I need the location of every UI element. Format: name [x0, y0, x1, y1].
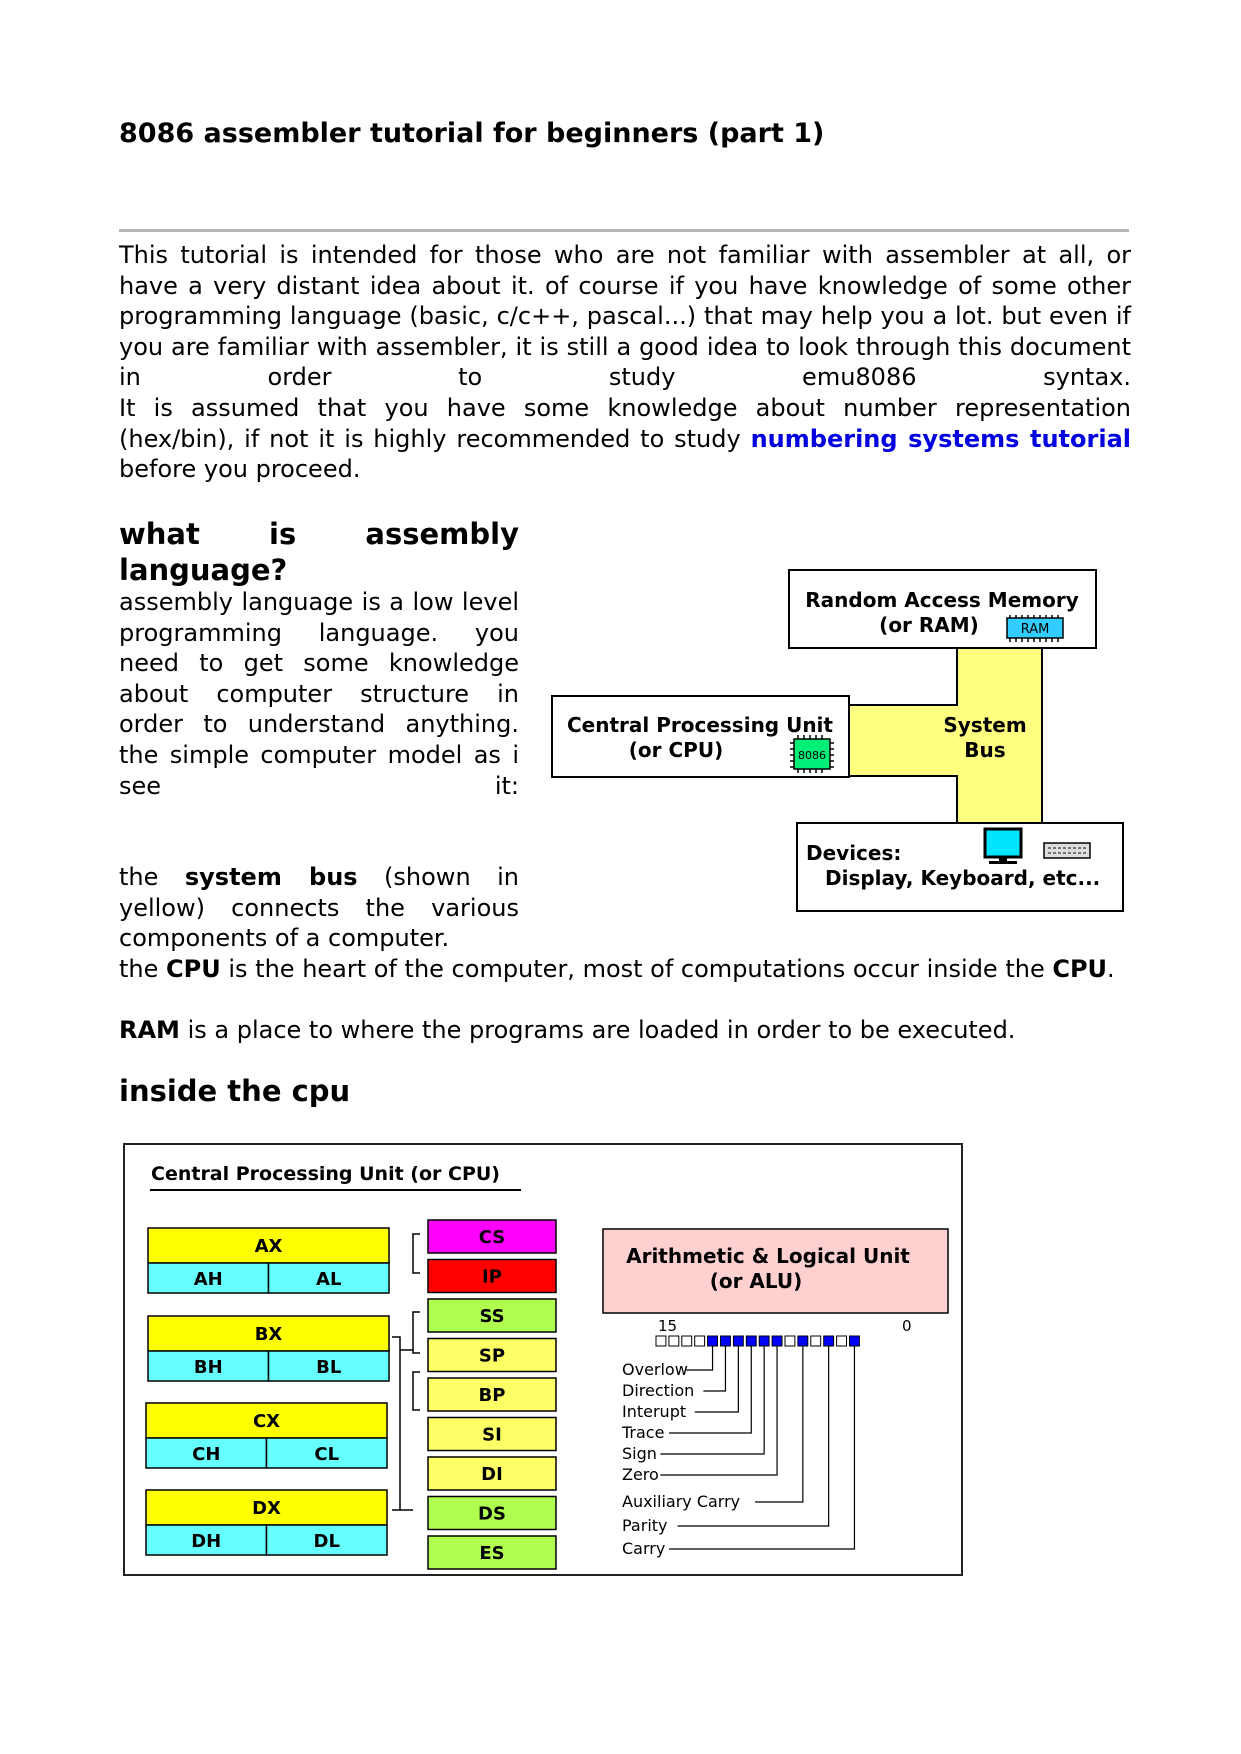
- bit-high-label: 15: [658, 1317, 678, 1335]
- intro-text: This tutorial is intended for those who are not familiar with assembler at all, or have a very distant idea about it. of course if you have knowledge of some other programming language (basic, c/c++, pascal...) that may help you a lot. but even if you are familiar with assembler, it is still a good idea to look through this document in order to study emu8086 syntax.: [119, 241, 1131, 392]
- register-full-label: DX: [252, 1498, 281, 1519]
- register-sp: [428, 1339, 556, 1372]
- flag-bit-4: [798, 1336, 808, 1346]
- flag-label: Overlow: [622, 1360, 688, 1379]
- ram-bold: RAM: [119, 1016, 180, 1044]
- flag-bit-7: [759, 1336, 769, 1346]
- segment-label: SI: [482, 1424, 502, 1446]
- segment-label: SP: [478, 1345, 506, 1367]
- flag-label: Parity: [622, 1516, 668, 1535]
- bus-post: (shown in yellow) connects the various components of a computer.: [119, 863, 519, 953]
- segment-label: ES: [479, 1543, 505, 1564]
- alu-title: Arithmetic & Logical Unit: [626, 1244, 910, 1268]
- horizontal-rule: [119, 229, 1129, 232]
- flag-bit-10: [721, 1336, 731, 1346]
- segment-register-group: [428, 1220, 556, 1569]
- register-low-label: AL: [316, 1269, 342, 1290]
- ram-paragraph: [119, 1015, 1131, 1046]
- flag-bit-0: [850, 1336, 860, 1346]
- ram-chip-icon: [1007, 615, 1063, 642]
- flag-bit-8: [746, 1336, 756, 1346]
- section-heading-assembly: what is assembly language?: [119, 517, 519, 587]
- flag-label: Auxiliary Carry: [622, 1492, 741, 1511]
- cpu-sub: (or CPU): [628, 738, 724, 762]
- ram-text: is a place to where the programs are loaded in order to be executed.: [187, 1016, 1016, 1044]
- flag-bit-2: [824, 1336, 834, 1346]
- section-heading-inside-cpu: inside the cpu: [119, 1074, 351, 1108]
- keyboard-icon: [1044, 843, 1090, 858]
- page-title: 8086 assembler tutorial for beginners (part 1): [119, 118, 825, 149]
- bus-bold: system bus: [184, 863, 358, 891]
- register-low-label: CL: [314, 1444, 340, 1465]
- register-ip: [428, 1260, 556, 1293]
- bus-title: System: [943, 713, 1027, 737]
- flag-label: Trace: [622, 1423, 665, 1442]
- ram-chip-label: RAM: [1020, 622, 1050, 637]
- segment-label: DI: [481, 1464, 503, 1485]
- intro-text-second: It is assumed that you have some knowledge about number representation (hex/bin), if not it is highly recommended to study: [119, 393, 1131, 453]
- register-ax: [148, 1228, 389, 1293]
- flag-bit-12: [695, 1336, 705, 1346]
- numbering-systems-link[interactable]: numbering systems tutorial: [750, 424, 1132, 453]
- register-low-label: BL: [316, 1357, 342, 1378]
- bus-pre: the: [119, 863, 159, 891]
- flag-bit-3: [811, 1336, 821, 1346]
- register-high-label: DH: [191, 1531, 222, 1552]
- cpu-diagram: [120, 1140, 965, 1580]
- bit-low-label: 0: [902, 1317, 912, 1335]
- register-bx: [148, 1316, 389, 1381]
- register-dx: [146, 1490, 387, 1555]
- devices-sub: Display, Keyboard, etc...: [825, 866, 1101, 890]
- register-high-label: BH: [193, 1357, 223, 1378]
- intro-paragraph: [119, 240, 1131, 485]
- segment-label: IP: [482, 1266, 502, 1288]
- register-es: [428, 1536, 556, 1569]
- flag-label: Carry: [622, 1539, 666, 1558]
- register-di: [428, 1457, 556, 1490]
- cpu-end: .: [1107, 955, 1115, 983]
- cpu-title: Central Processing Unit: [567, 713, 833, 737]
- cpu-chip-icon: [790, 735, 834, 773]
- assembly-paragraph: [119, 587, 519, 801]
- devices-title: Devices:: [806, 841, 902, 865]
- assembly-text: assembly language is a low level programming language. you need to get some knowledge about computer structure in order to understand anything. the simple computer model as i see: [119, 588, 519, 800]
- register-cx: [146, 1403, 387, 1468]
- flag-bit-11: [708, 1336, 718, 1346]
- system-bus-paragraph: [119, 862, 519, 954]
- intro-text-end: before you proceed.: [119, 455, 361, 484]
- cpu-diagram-title: Central Processing Unit (or CPU): [151, 1163, 500, 1185]
- cpu-chip-label: 8086: [798, 749, 826, 762]
- segment-label: DS: [478, 1503, 506, 1525]
- cpu-paragraph: [119, 954, 1131, 985]
- alu-sub: (or ALU): [709, 1269, 803, 1293]
- cpu-pre: the: [119, 955, 159, 983]
- register-full-label: BX: [254, 1324, 283, 1345]
- flag-label: Direction: [622, 1381, 695, 1400]
- register-low-label: DL: [313, 1531, 340, 1552]
- register-si: [428, 1418, 556, 1451]
- computer-model-diagram: [546, 560, 1126, 920]
- bus-sub: Bus: [964, 738, 1006, 762]
- flag-bit-15: [656, 1336, 666, 1346]
- cpu-mid: is the heart of the computer, most of computations occur inside the: [228, 955, 1045, 983]
- flag-bit-5: [785, 1336, 795, 1346]
- cpu-bold-2: CPU: [1052, 955, 1108, 983]
- register-full-label: AX: [254, 1236, 283, 1257]
- register-bp: [428, 1378, 556, 1411]
- flag-bit-9: [733, 1336, 743, 1346]
- ram-sub: (or RAM): [879, 613, 979, 637]
- register-cs: [428, 1220, 556, 1253]
- register-full-label: CX: [252, 1411, 281, 1432]
- flag-label: Zero: [622, 1465, 659, 1484]
- flag-label: Sign: [622, 1444, 657, 1463]
- register-high-label: CH: [192, 1444, 221, 1465]
- segment-label: CS: [478, 1227, 506, 1248]
- ram-title: Random Access Memory: [805, 588, 1079, 612]
- assembly-text-end: it:: [494, 771, 519, 800]
- flag-bit-6: [772, 1336, 782, 1346]
- flag-bit-14: [669, 1336, 679, 1346]
- flag-label: Interupt: [622, 1402, 687, 1421]
- flag-bit-13: [682, 1336, 692, 1346]
- register-ss: [428, 1299, 556, 1332]
- flag-bit-1: [837, 1336, 847, 1346]
- segment-label: SS: [479, 1306, 505, 1327]
- cpu-bold-1: CPU: [166, 955, 221, 983]
- segment-label: BP: [478, 1385, 506, 1406]
- register-ds: [428, 1497, 556, 1530]
- register-high-label: AH: [193, 1269, 223, 1290]
